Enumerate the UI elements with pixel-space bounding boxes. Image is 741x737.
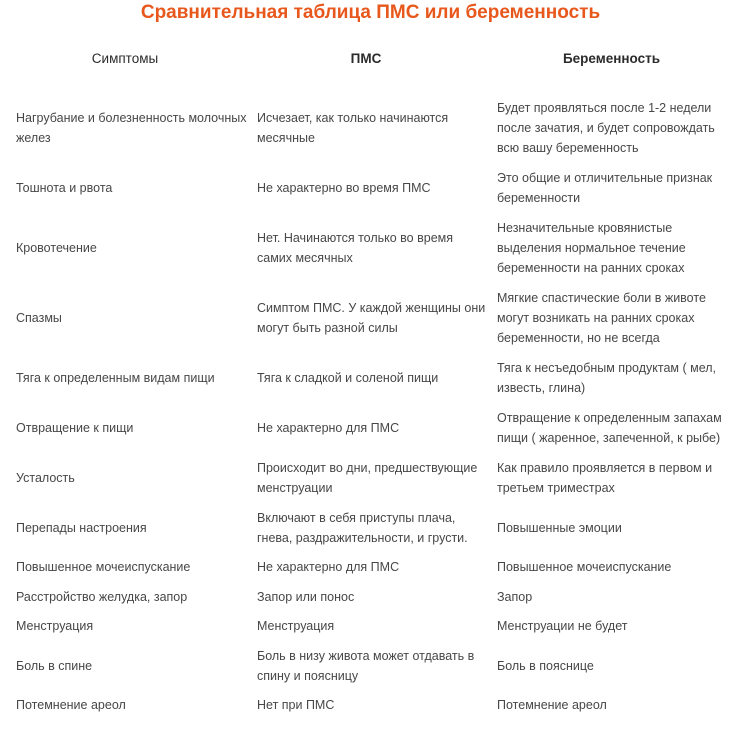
pms-cell: Происходит во дни, предшествующие менструации [257,461,478,495]
pms-cell: Не характерно во время ПМС [257,181,431,195]
pms-cell: Не характерно для ПМС [257,421,400,435]
symptom-cell: Нагрубание и болезненность молочных желез [16,111,247,145]
pms-cell: Нет. Начинаются только во время самих месячных [257,231,454,265]
header-pregnancy: Беременность [562,51,661,66]
pregnancy-cell: Запор [497,590,533,604]
symptom-cell: Спазмы [16,311,62,325]
pms-cell: Боль в низу живота может отдавать в спину и поясницу [257,649,475,683]
pms-cell: Исчезает, как только начинаются месячные [257,111,449,145]
pms-cell: Менструация [257,619,335,633]
pregnancy-cell: Мягкие спастические боли в животе могут возникать на ранних сроках беременности, но не всегда [497,291,706,345]
symptom-cell: Потемнение ареол [16,698,126,712]
symptom-cell: Расстройство желудка, запор [16,590,188,604]
pregnancy-cell: Повышенные эмоции [497,521,622,535]
pms-cell: Запор или понос [257,590,355,604]
pregnancy-cell: Повышенное мочеиспускание [497,560,672,574]
header-pms: ПМС [350,51,382,66]
page-title: Сравнительная таблица ПМС или беременность [140,2,601,23]
pregnancy-cell: Менструации не будет [497,619,628,633]
pregnancy-cell: Потемнение ареол [497,698,607,712]
pregnancy-cell: Незначительные кровянистые выделения нормальное течение беременности на ранних сроках [497,221,686,275]
pregnancy-cell: Тяга к несъедобным продуктам ( мел, известь, глина) [497,361,716,395]
symptom-cell: Повышенное мочеиспускание [16,560,191,574]
symptom-cell: Кровотечение [16,241,97,255]
symptom-cell: Тяга к определенным видам пищи [16,371,215,385]
pregnancy-cell: Будет проявляться после 1-2 недели после зачатия, и будет сопровождать всю вашу беременность [497,101,715,155]
symptom-cell: Боль в спине [16,659,93,673]
symptom-cell: Усталость [16,471,75,485]
pms-cell: Симптом ПМС. У каждой женщины они могут быть разной силы [257,301,486,335]
symptom-cell: Менструация [16,619,94,633]
symptom-cell: Отвращение к пищи [16,421,134,435]
symptom-cell: Тошнота и рвота [16,181,113,195]
symptom-cell: Перепады настроения [16,521,147,535]
header-symptoms: Симптомы [91,51,159,66]
pms-cell: Тяга к сладкой и соленой пищи [257,371,439,385]
pregnancy-cell: Это общие и отличительные признак беременности [497,171,713,205]
pregnancy-cell: Боль в пояснице [497,659,594,673]
pms-cell: Не характерно для ПМС [257,560,400,574]
pms-cell: Включают в себя приступы плача, гнева, раздражительности, и грусти. [257,511,468,545]
pregnancy-cell: Как правило проявляется в первом и третьем триместрах [497,461,713,495]
pms-cell: Нет при ПМС [257,698,335,712]
pregnancy-cell: Отвращение к определенным запахам пищи ( жаренное, запеченной, к рыбе) [497,411,722,445]
